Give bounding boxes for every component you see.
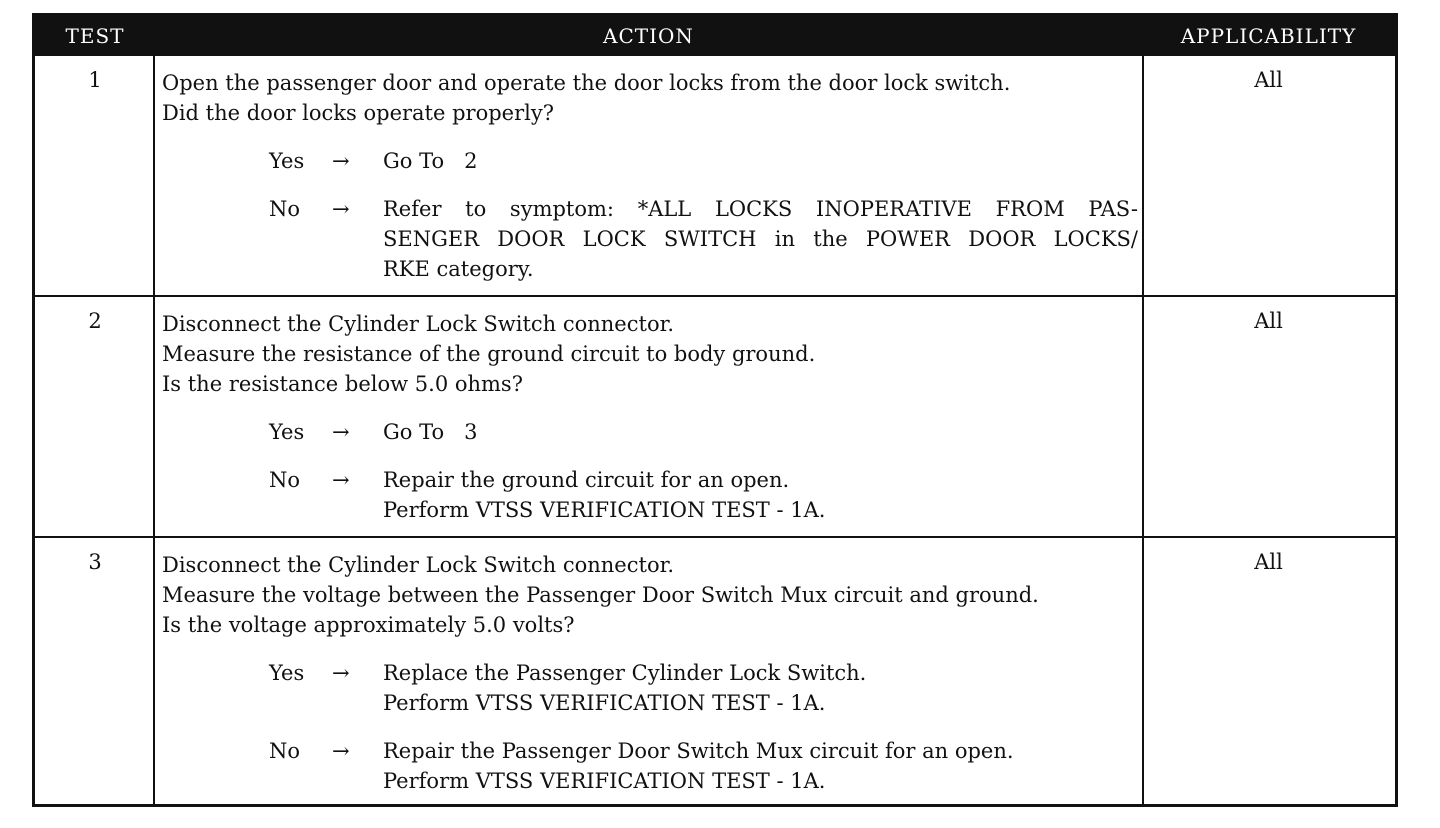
- result-line: Go To 2: [383, 149, 478, 173]
- table-row: [35, 297, 1395, 536]
- action-cell: [162, 550, 1140, 796]
- table-header: [35, 16, 1395, 56]
- result-line: RKE category.: [383, 257, 534, 281]
- action-cell: [162, 309, 1140, 525]
- result-line: Refer to symptom: *ALL LOCKS INOPERATIVE FROM PAS-: [383, 197, 1138, 221]
- diagnostic-table: [32, 13, 1398, 807]
- yes-result: [162, 146, 1140, 176]
- applicability-cell: All: [1254, 68, 1283, 92]
- action-cell: [162, 68, 1140, 284]
- yes-result: [162, 417, 1140, 447]
- result-text: [383, 736, 1140, 796]
- yes-label: Yes: [269, 420, 305, 444]
- test-number: 3: [88, 550, 102, 574]
- question-line: Is the resistance below 5.0 ohms?: [162, 372, 523, 396]
- question-line: Disconnect the Cylinder Lock Switch connector.: [162, 553, 674, 577]
- arrow-icon: →: [332, 661, 350, 685]
- result-line: Perform VTSS VERIFICATION TEST - 1A.: [383, 498, 826, 522]
- applicability-cell: All: [1254, 550, 1283, 574]
- result-line: Repair the ground circuit for an open.: [383, 468, 790, 492]
- arrow-icon: →: [332, 149, 350, 173]
- applicability-cell: All: [1254, 309, 1283, 333]
- test-number: 1: [88, 68, 102, 92]
- result-line: Repair the Passenger Door Switch Mux circuit for an open.: [383, 739, 1014, 763]
- table-row: [35, 538, 1395, 804]
- header-action: ACTION: [603, 24, 694, 48]
- arrow-icon: →: [332, 468, 350, 492]
- question-line: Measure the voltage between the Passenger Door Switch Mux circuit and ground.: [162, 583, 1039, 607]
- no-result: [162, 194, 1140, 284]
- no-result: [162, 465, 1140, 525]
- no-label: No: [269, 197, 301, 221]
- result-text: [383, 194, 1140, 284]
- test-number: 2: [88, 309, 102, 333]
- no-result: [162, 736, 1140, 796]
- arrow-icon: →: [332, 420, 350, 444]
- question-line: Open the passenger door and operate the door locks from the door lock switch.: [162, 71, 1011, 95]
- result-text: [383, 465, 1140, 525]
- arrow-icon: →: [332, 197, 350, 221]
- no-label: No: [269, 468, 301, 492]
- yes-label: Yes: [269, 149, 305, 173]
- header-applicability: APPLICABILITY: [1180, 24, 1357, 48]
- no-label: No: [269, 739, 301, 763]
- header-test: TEST: [65, 24, 125, 48]
- yes-result: [162, 658, 1140, 718]
- question-line: Is the voltage approximately 5.0 volts?: [162, 613, 575, 637]
- result-line: SENGER DOOR LOCK SWITCH in the POWER DOOR LOCKS/: [383, 227, 1138, 251]
- result-line: Replace the Passenger Cylinder Lock Switch.: [383, 661, 867, 685]
- result-text: [383, 658, 1140, 718]
- result-text: [383, 417, 1140, 447]
- arrow-icon: →: [332, 739, 350, 763]
- question-line: Did the door locks operate properly?: [162, 101, 554, 125]
- table-row: [35, 56, 1395, 295]
- result-line: Go To 3: [383, 420, 478, 444]
- question-line: Disconnect the Cylinder Lock Switch connector.: [162, 312, 674, 336]
- yes-label: Yes: [269, 661, 305, 685]
- result-line: Perform VTSS VERIFICATION TEST - 1A.: [383, 769, 826, 793]
- result-line: Perform VTSS VERIFICATION TEST - 1A.: [383, 691, 826, 715]
- question-line: Measure the resistance of the ground circuit to body ground.: [162, 342, 816, 366]
- result-text: [383, 146, 1140, 176]
